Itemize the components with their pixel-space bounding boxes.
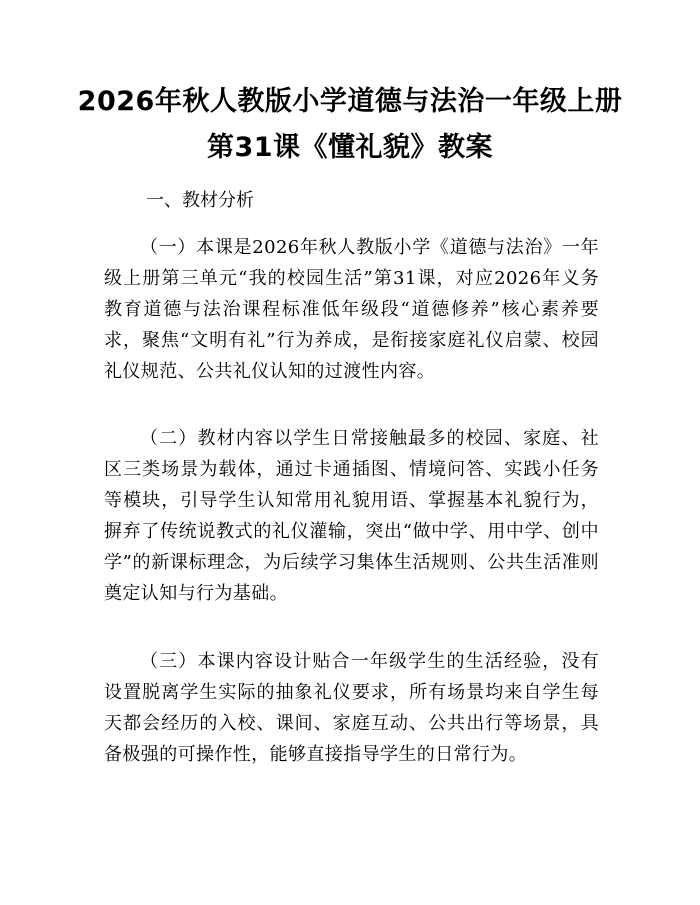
- paragraph-2: （二）教材内容以学生日常接触最多的校园、家庭、社区三类场景为载体，通过卡通插图、情境问答、实践小任务等模块，引导学生认知常用礼貌用语、掌握基本礼貌行为，摒弃了传统说教式的礼仪灌输，突出“做中学、用中学、创中学”的新课标理念，为后续学习集体生活规则、公共生活准则奠定认知与行为基础。: [104, 428, 599, 604]
- document-title-line-1: 2026年秋人教版小学道德与法治一年级上册: [77, 86, 623, 117]
- paragraph-1: （一）本课是2026年秋人教版小学《道德与法治》一年级上册第三单元“我的校园生活”第31课，对应2026年义务教育道德与法治课程标准低年级段“道德修养”核心素养要求，聚焦“文明有礼”行为养成，是衔接家庭礼仪启蒙、校园礼仪规范、公共礼仪认知的过渡性内容。: [104, 237, 599, 382]
- section-heading-textbook-analysis: 一、教材分析: [146, 190, 254, 211]
- document-title-line-2: 第31课《懂礼貌》教案: [206, 132, 494, 163]
- paragraph-3: （三）本课内容设计贴合一年级学生的生活经验，没有设置脱离学生实际的抽象礼仪要求，所有场景均来自学生每天都会经历的入校、课间、家庭互动、公共出行等场景，具备极强的可操作性，能够直接指导学生的日常行为。: [104, 651, 599, 765]
